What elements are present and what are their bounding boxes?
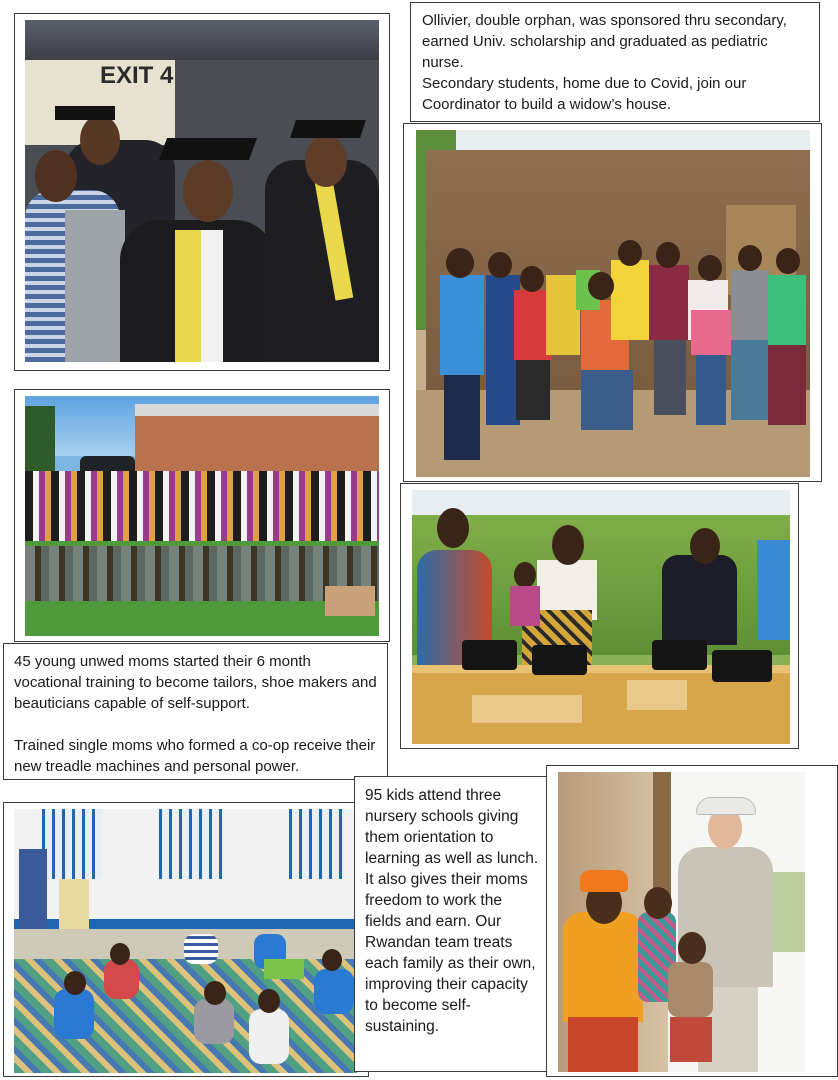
nursery-photo: [14, 809, 357, 1073]
person-yellow: [546, 275, 580, 355]
graduate-caption: Ollivier, double orphan, was sponsored thru secondary, earned Univ. scholarship and graduated as pediatric nurse.: [422, 12, 787, 71]
window-center: [159, 809, 224, 879]
mother-headwrap: [580, 870, 628, 892]
house-building-photo-frame: [403, 123, 822, 482]
head-6: [656, 242, 680, 268]
crowd-background: [25, 20, 379, 60]
sewing-machine-2: [532, 645, 587, 675]
graduation-photo-frame: [14, 13, 390, 371]
woman-yellow: [59, 879, 89, 929]
nursery-caption: 95 kids attend three nursery schools giving them orientation to learning as well as lunch. It also gives their moms freedom to work the fields and earn. Our Rwandan team treats each family as their own, improving their capacity to become self-sustaining.: [365, 787, 539, 1035]
vocational-group-photo: [25, 396, 379, 636]
widow-wrap-skirt: [581, 370, 633, 430]
sewing-machine-3: [652, 640, 707, 670]
mortarboard-cap-back: [55, 106, 115, 120]
visitor-hat-icon: [696, 797, 756, 815]
kid-head-4: [258, 989, 280, 1013]
child-shorts: [670, 1017, 712, 1062]
woman-right-jacket: [662, 555, 737, 645]
machine-box: [472, 695, 582, 723]
head-3: [520, 266, 544, 292]
man-edge: [757, 540, 790, 640]
person-jeans: [696, 355, 726, 425]
nursery-photo-frame: [3, 802, 369, 1077]
sky: [416, 130, 810, 152]
head-9: [776, 248, 800, 274]
graduation-photo: [25, 20, 379, 362]
mortarboard-cap: [159, 138, 257, 160]
kid-striped: [184, 934, 218, 964]
person-yellow-2: [611, 260, 649, 340]
family-visit-photo: [558, 772, 805, 1072]
widow-house-caption: Secondary students, home due to Covid, join our Coordinator to build a widow’s house.: [422, 75, 747, 113]
bags: [325, 586, 375, 616]
kid-head-3: [204, 981, 226, 1005]
person-pink-jacket: [691, 310, 735, 355]
child-shirt: [668, 962, 713, 1017]
vocational-story-text: [3, 643, 388, 780]
yellow-sash: [175, 230, 201, 362]
person-patterned-skirt: [731, 340, 769, 420]
person-green-top: [768, 275, 806, 345]
graduate-face: [183, 160, 233, 222]
coordinator-pants: [444, 375, 480, 460]
coordinator-blue-shirt: [440, 275, 484, 375]
machine-box-2: [627, 680, 687, 710]
head-5: [618, 240, 642, 266]
vocational-spacer: [14, 714, 379, 735]
mother-orange-top: [563, 912, 643, 1022]
vocational-training-caption: 45 young unwed moms started their 6 month vocational training to become tailors, shoe makers and beauticians capable of self-support.: [14, 653, 377, 712]
baby-face: [644, 887, 672, 919]
mortarboard-cap-right: [290, 120, 366, 138]
person-maroon-pants: [654, 340, 686, 415]
sewing-machine-1: [462, 640, 517, 670]
treadle-machines-caption: Trained single moms who formed a co-op receive their new treadle machines and personal power.: [14, 737, 376, 775]
exit-sign: EXIT 4: [100, 62, 174, 89]
teacher: [19, 849, 47, 929]
person-maroon-skirt: [768, 345, 806, 425]
child-body: [510, 586, 540, 626]
spectator-face: [35, 150, 77, 202]
child-head: [514, 562, 536, 588]
nursery-story-text: [354, 776, 549, 1072]
person-maroon: [649, 265, 689, 340]
window-right: [289, 809, 344, 879]
child-face: [678, 932, 706, 964]
kid-gray: [194, 999, 234, 1044]
white-shirt: [201, 230, 223, 362]
kid-white: [249, 1009, 289, 1064]
graduate-face-right: [305, 135, 347, 187]
mother-wrap-skirt: [568, 1017, 638, 1072]
woman-right-head: [690, 528, 720, 564]
head-8: [738, 245, 762, 271]
kid-head-5: [322, 949, 342, 971]
person-gray: [731, 270, 769, 340]
building-roof: [135, 404, 379, 416]
kid-head-1: [64, 971, 86, 995]
kid-green: [264, 959, 304, 979]
head-4: [588, 272, 614, 300]
graduate-story-text: [410, 2, 820, 122]
head-7: [698, 255, 722, 281]
house-building-photo: [416, 130, 810, 477]
graduate-face-back: [80, 115, 120, 165]
kid-blue-1: [54, 989, 94, 1039]
woman-left-head: [437, 508, 469, 548]
window-left: [42, 809, 102, 879]
family-visit-photo-frame: [546, 765, 838, 1077]
kid-red: [104, 959, 139, 999]
sewing-machine-4: [712, 650, 772, 682]
sewing-coop-photo: [412, 490, 790, 744]
woman-center-head: [552, 525, 584, 565]
kid-blue-3: [314, 969, 354, 1014]
spectator-vest: [65, 210, 125, 362]
heads-row: [446, 248, 474, 278]
sewing-coop-photo-frame: [400, 483, 799, 749]
person-red-pants: [516, 360, 550, 420]
vocational-group-photo-frame: [14, 389, 390, 642]
head-2: [488, 252, 512, 278]
kid-head-2: [110, 943, 130, 965]
standing-row: [25, 471, 379, 541]
